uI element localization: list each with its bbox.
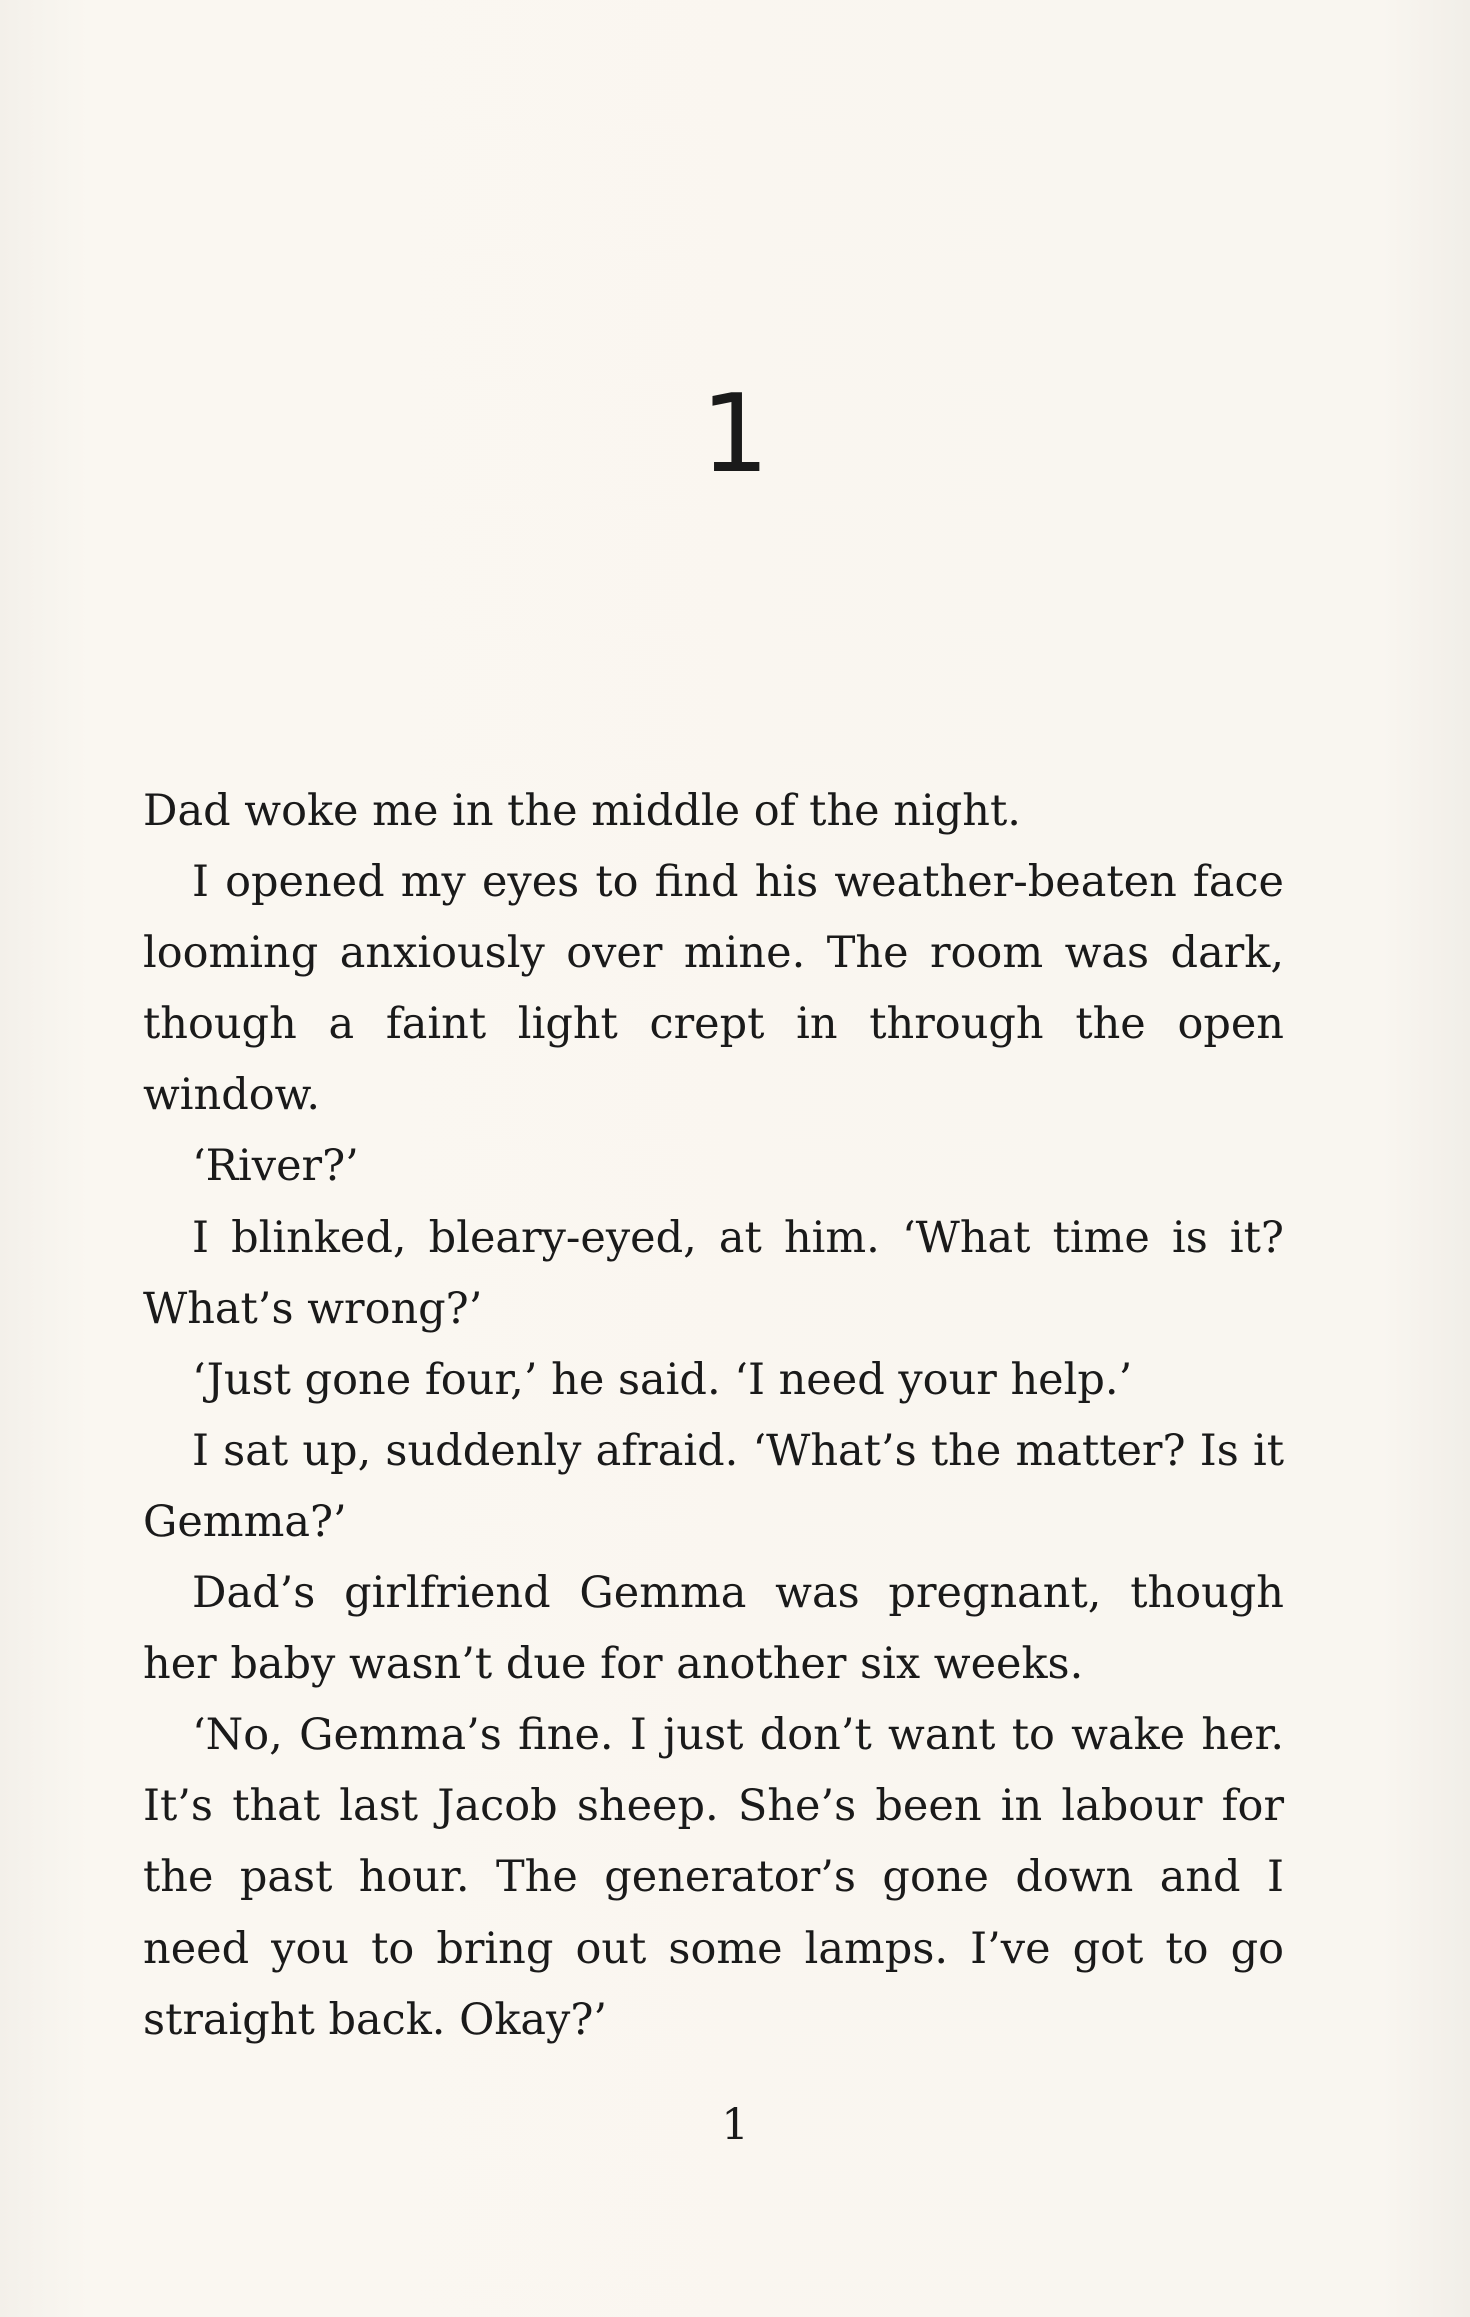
- body-text: [143, 776, 1284, 2056]
- paragraph: ‘No, Gemma’s fine. I just don’t want to wake her. It’s that last Jacob sheep. She’s been in labour for the past hour. The generator’s gone down and I need you to bring out some lamps. I’ve got to go straight back. Okay?’: [143, 1710, 1284, 2045]
- paragraph: I blinked, bleary-eyed, at him. ‘What time is it? What’s wrong?’: [143, 1212, 1284, 1334]
- paragraph: ‘Just gone four,’ he said. ‘I need your help.’: [192, 1354, 1133, 1405]
- paragraph: Dad woke me in the middle of the night.: [143, 786, 1021, 836]
- paragraph: I opened my eyes to find his weather-beaten face looming anxiously over mine. The room was dark, though a faint light crept in through the open window.: [143, 857, 1284, 1121]
- chapter-number: 1: [700, 372, 770, 497]
- page-number: 1: [721, 2100, 749, 2150]
- paragraph: ‘River?’: [192, 1141, 359, 1192]
- paragraph: Dad’s girlfriend Gemma was pregnant, though her baby wasn’t due for another six weeks.: [143, 1568, 1284, 1690]
- paragraph: I sat up, suddenly afraid. ‘What’s the matter? Is it Gemma?’: [143, 1425, 1284, 1547]
